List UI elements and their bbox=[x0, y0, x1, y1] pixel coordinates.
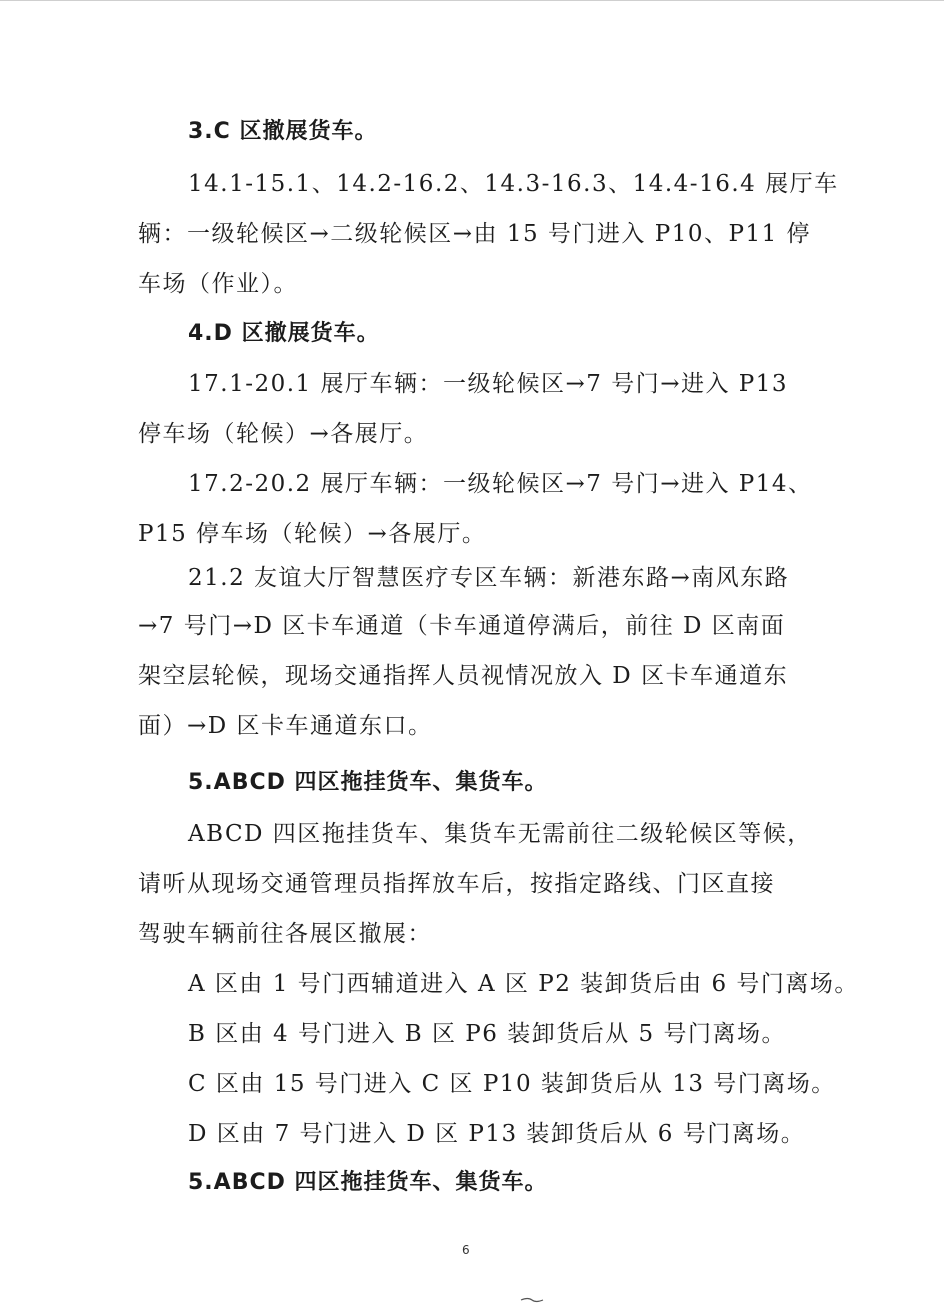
section-heading-abcd-zones: 5.ABCD 四区拖挂货车、集货车。 bbox=[188, 770, 548, 795]
paragraph-line: 14.1-15.1、14.2-16.2、14.3-16.3、14.4-16.4 展厅车 bbox=[188, 171, 839, 197]
paragraph-line: P15 停车场（轮候）→各展厅。 bbox=[138, 521, 487, 547]
top-edge-rule bbox=[0, 0, 944, 1]
scan-artifact-mark bbox=[520, 1294, 544, 1306]
section-heading-abcd-zones-repeat: 5.ABCD 四区拖挂货车、集货车。 bbox=[188, 1170, 548, 1195]
paragraph-line: →7 号门→D 区卡车通道（卡车通道停满后，前往 D 区南面 bbox=[138, 613, 786, 639]
paragraph-line: 停车场（轮候）→各展厅。 bbox=[138, 421, 429, 447]
paragraph-line: 17.1-20.1 展厅车辆：一级轮候区→7 号门→进入 P13 bbox=[188, 371, 789, 397]
paragraph-line: 驾驶车辆前往各展区撤展： bbox=[138, 921, 432, 947]
paragraph-line: 请听从现场交通管理员指挥放车后，按指定路线、门区直接 bbox=[138, 871, 775, 897]
paragraph-line: 辆：一级轮候区→二级轮候区→由 15 号门进入 P10、P11 停 bbox=[138, 221, 812, 247]
paragraph-line: ABCD 四区拖挂货车、集货车无需前往二级轮候区等候， bbox=[188, 821, 812, 847]
section-heading-c-zone: 3.C 区撤展货车。 bbox=[188, 119, 378, 144]
page-number: 6 bbox=[462, 1243, 470, 1257]
paragraph-line: 17.2-20.2 展厅车辆：一级轮候区→7 号门→进入 P14、 bbox=[188, 471, 813, 497]
paragraph-line: D 区由 7 号门进入 D 区 P13 装卸货后从 6 号门离场。 bbox=[188, 1121, 806, 1147]
paragraph-line: B 区由 4 号门进入 B 区 P6 装卸货后从 5 号门离场。 bbox=[188, 1021, 786, 1047]
paragraph-line: C 区由 15 号门进入 C 区 P10 装卸货后从 13 号门离场。 bbox=[188, 1071, 836, 1097]
paragraph-line: 21.2 友谊大厅智慧医疗专区车辆：新港东路→南风东路 bbox=[188, 565, 790, 591]
paragraph-line: 车场（作业）。 bbox=[138, 271, 298, 297]
paragraph-line: 架空层轮候，现场交通指挥人员视情况放入 D 区卡车通道东 bbox=[138, 663, 789, 689]
section-heading-d-zone: 4.D 区撤展货车。 bbox=[188, 321, 380, 346]
paragraph-line: 面）→D 区卡车通道东口。 bbox=[138, 713, 433, 739]
paragraph-line: A 区由 1 号门西辅道进入 A 区 P2 装卸货后由 6 号门离场。 bbox=[188, 971, 859, 997]
